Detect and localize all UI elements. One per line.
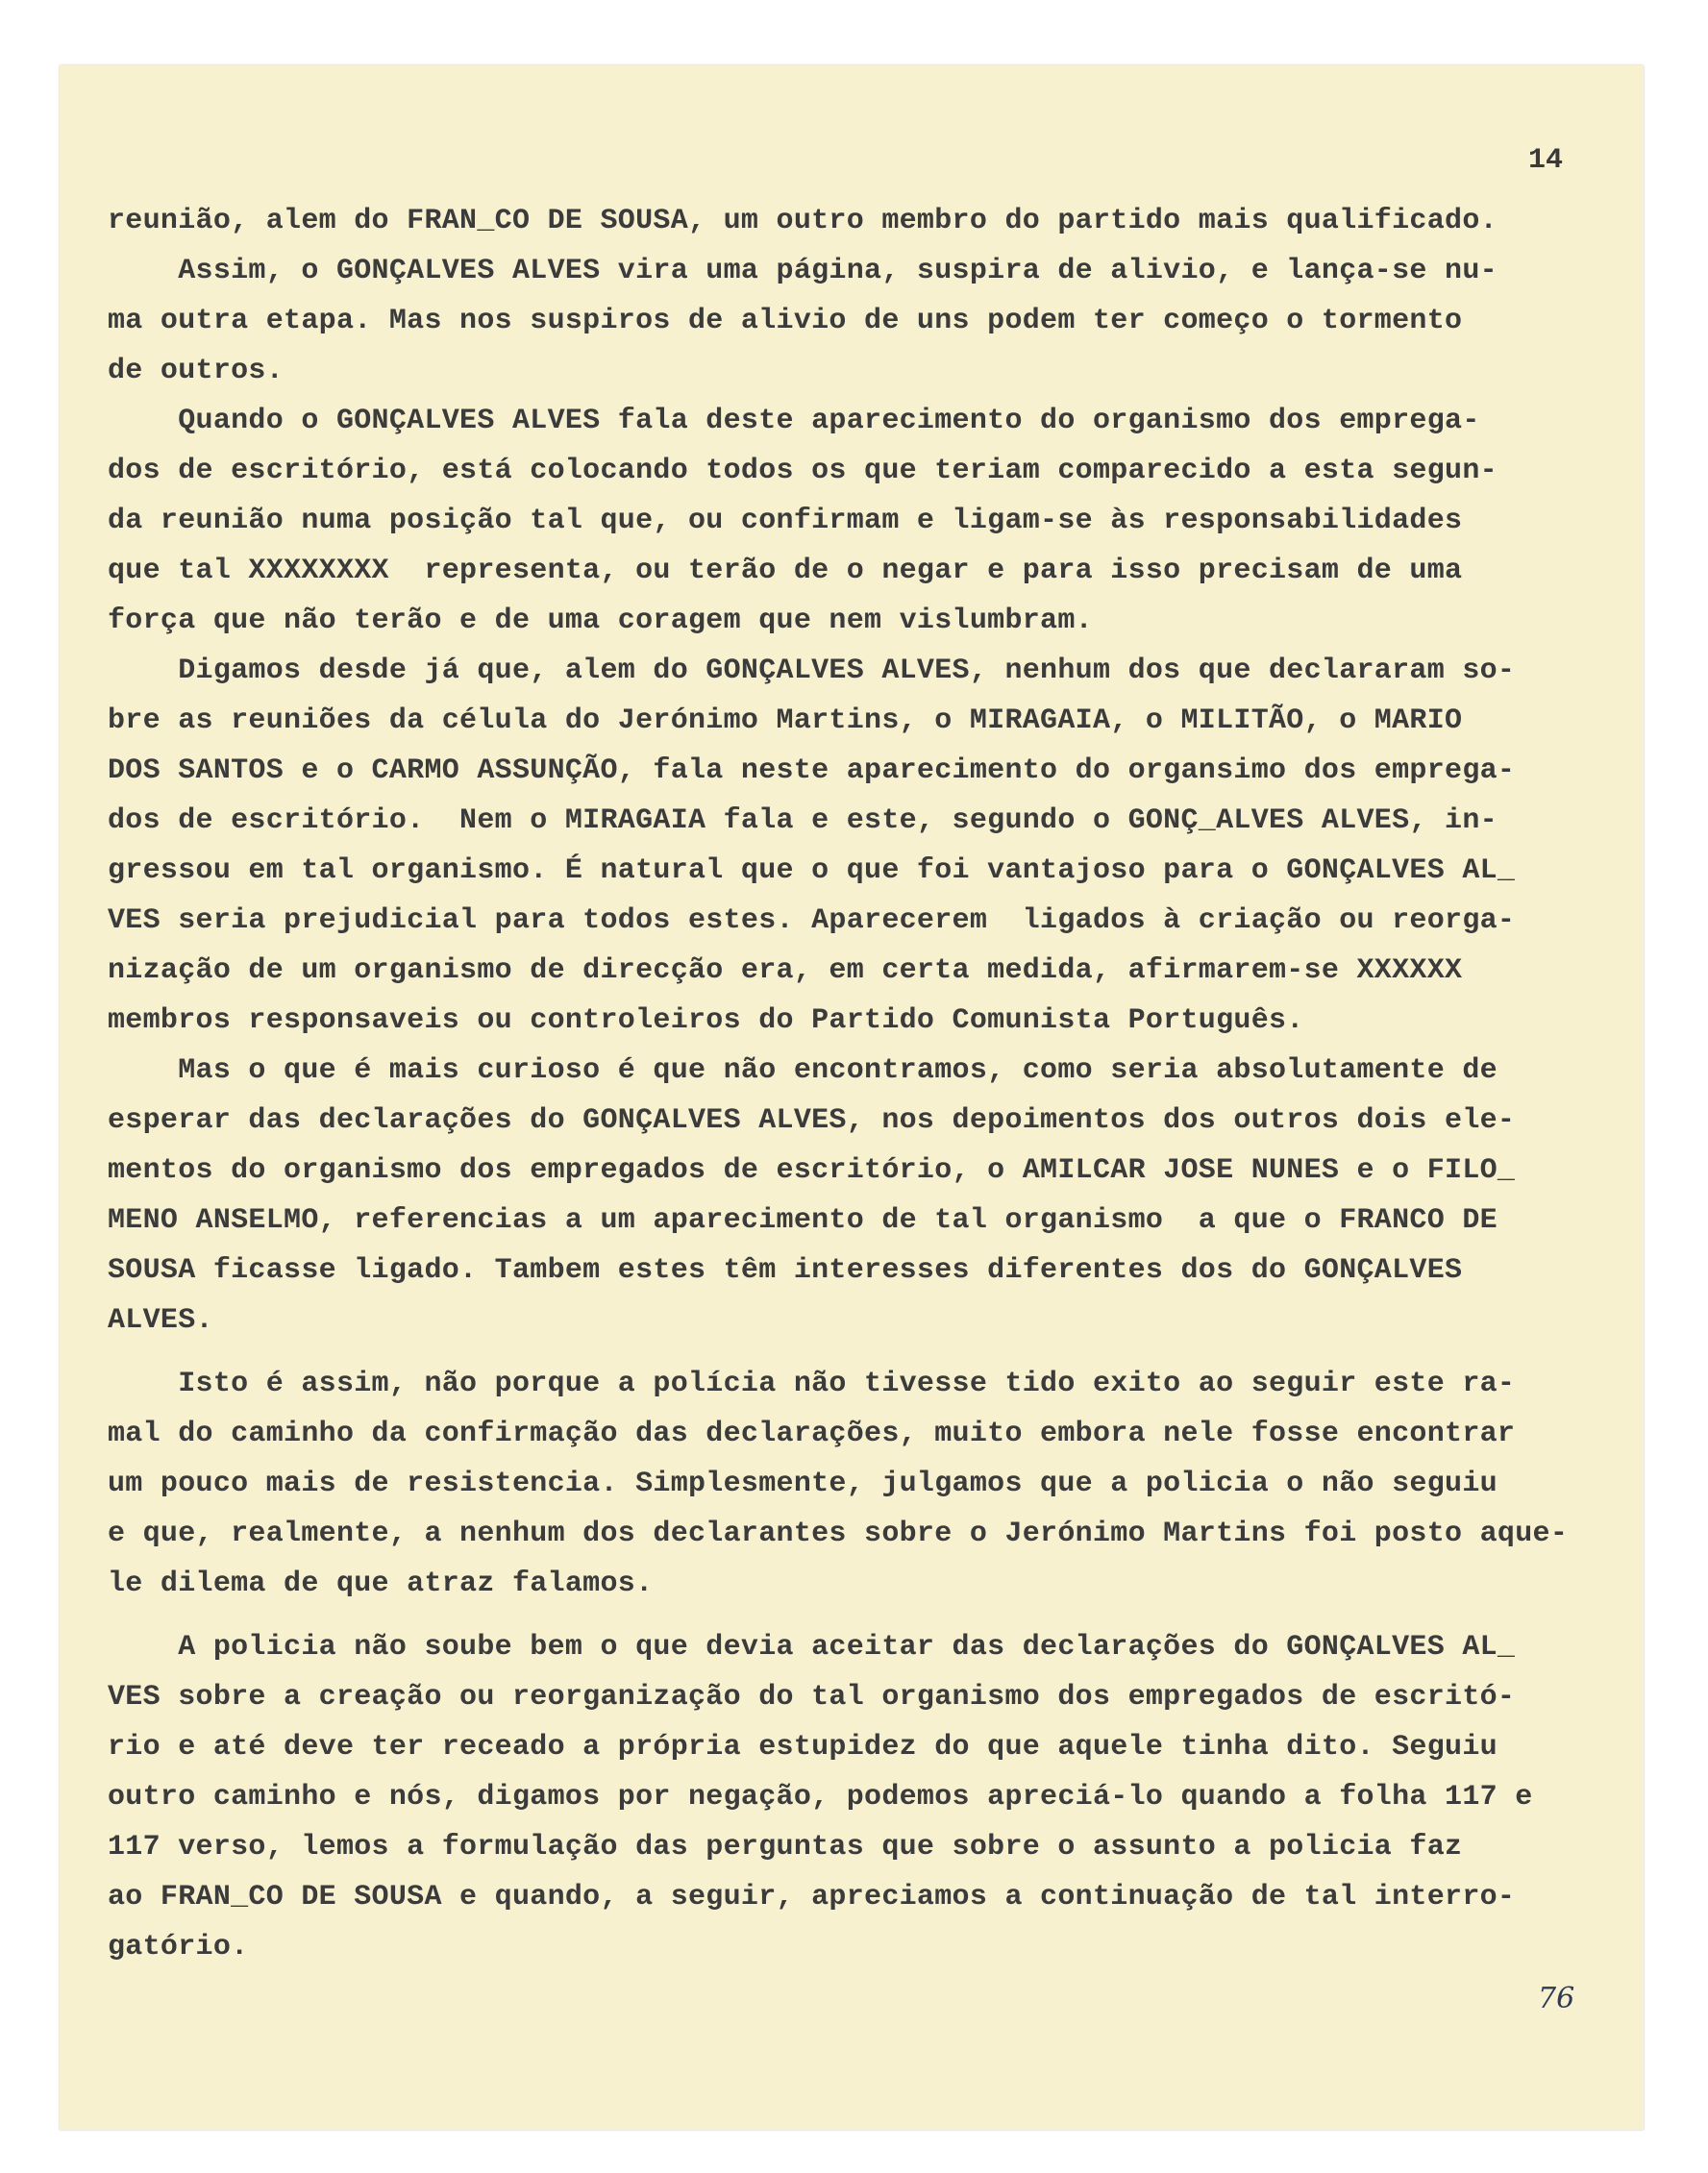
text-line: força que não terão e de uma coragem que nem vislumbram.	[108, 605, 1093, 637]
text-line: SOUSA ficasse ligado. Tambem estes têm interesses diferentes dos do GONÇALVES	[108, 1254, 1463, 1287]
handwritten-folio-number: 76	[1538, 1982, 1575, 2015]
text-line: e que, realmente, a nenhum dos declarantes sobre o Jerónimo Martins foi posto aque-	[108, 1518, 1569, 1550]
text-line: que tal XXXXXXXX representa, ou terão de o negar e para isso precisam de uma	[108, 555, 1463, 587]
page-number: 14	[1528, 144, 1564, 177]
text-line: esperar das declarações do GONÇALVES ALVES, nos depoimentos dos outros dois ele-	[108, 1104, 1516, 1137]
text-line: gatório.	[108, 1931, 249, 1963]
text-line: A policia não soube bem o que devia aceitar das declarações do GONÇALVES AL_	[108, 1631, 1516, 1664]
text-line: VES sobre a creação ou reorganização do tal organismo dos empregados de escritó-	[108, 1681, 1516, 1714]
text-line: Quando o GONÇALVES ALVES fala deste aparecimento do organismo dos emprega-	[108, 405, 1480, 437]
text-line: dos de escritório, está colocando todos os que teriam comparecido a esta segun-	[108, 455, 1498, 487]
text-line: da reunião numa posição tal que, ou confirmam e ligam-se às responsabilidades	[108, 505, 1463, 537]
text-line: de outros.	[108, 355, 285, 387]
text-line: um pouco mais de resistencia. Simplesmente, julgamos que a policia o não seguiu	[108, 1468, 1498, 1500]
text-line: Assim, o GONÇALVES ALVES vira uma página, suspira de alivio, e lança-se nu-	[108, 255, 1498, 287]
text-line: nização de um organismo de direcção era, em certa medida, afirmarem-se XXXXXX	[108, 954, 1463, 987]
text-line: ao FRAN_CO DE SOUSA e quando, a seguir, apreciamos a continuação de tal interro-	[108, 1881, 1516, 1914]
text-line: VES seria prejudicial para todos estes. Aparecerem ligados à criação ou reorga-	[108, 904, 1516, 937]
text-line: mal do caminho da confirmação das declarações, muito embora nele fosse encontrar	[108, 1418, 1516, 1450]
text-line: Isto é assim, não porque a polícia não tivesse tido exito ao seguir este ra-	[108, 1368, 1516, 1400]
text-line: le dilema de que atraz falamos.	[108, 1568, 654, 1600]
text-line: outro caminho e nós, digamos por negação, podemos apreciá-lo quando a folha 117 e	[108, 1781, 1533, 1814]
text-line: ma outra etapa. Mas nos suspiros de alivio de uns podem ter começo o tormento	[108, 305, 1463, 337]
text-line: gressou em tal organismo. É natural que o que foi vantajoso para o GONÇALVES AL_	[108, 854, 1516, 887]
text-line: reunião, alem do FRAN_CO DE SOUSA, um outro membro do partido mais qualificado.	[108, 205, 1498, 237]
text-line: 117 verso, lemos a formulação das perguntas que sobre o assunto a policia faz	[108, 1831, 1463, 1864]
text-line: membros responsaveis ou controleiros do Partido Comunista Português.	[108, 1004, 1304, 1037]
text-line: Digamos desde já que, alem do GONÇALVES ALVES, nenhum dos que declararam so-	[108, 654, 1516, 687]
text-line: mentos do organismo dos empregados de escritório, o AMILCAR JOSE NUNES e o FILO_	[108, 1154, 1516, 1187]
text-line: ALVES.	[108, 1304, 213, 1337]
text-line: bre as reuniões da célula do Jerónimo Martins, o MIRAGAIA, o MILITÃO, o MARIO	[108, 704, 1463, 737]
typed-body	[108, 196, 1617, 1972]
text-line: Mas o que é mais curioso é que não encontramos, como seria absolutamente de	[108, 1054, 1498, 1087]
text-line: rio e até deve ter receado a própria estupidez do que aquele tinha dito. Seguiu	[108, 1731, 1498, 1764]
text-line: dos de escritório. Nem o MIRAGAIA fala e este, segundo o GONÇ_ALVES ALVES, in-	[108, 804, 1498, 837]
text-line: MENO ANSELMO, referencias a um aparecimento de tal organismo a que o FRANCO DE	[108, 1204, 1498, 1237]
text-line: DOS SANTOS e o CARMO ASSUNÇÃO, fala neste aparecimento do organsimo dos emprega-	[108, 754, 1516, 787]
